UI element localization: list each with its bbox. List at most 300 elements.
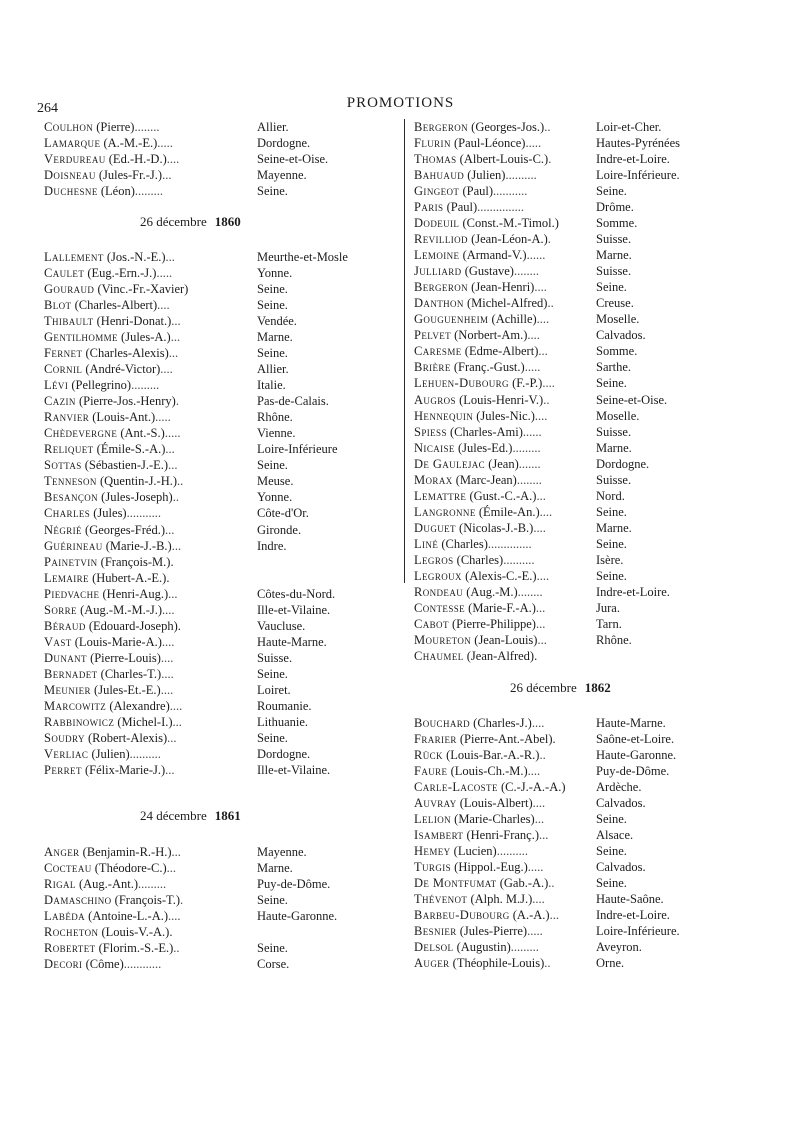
entry-place: Seine. [596, 280, 627, 295]
leader-dots: .... [533, 520, 546, 535]
section-heading-1860 [140, 214, 241, 230]
leader-dots: . [175, 394, 179, 409]
entry-place: Ille-et-Vilaine. [257, 762, 331, 777]
list-item [44, 473, 404, 489]
list-item [44, 409, 404, 425]
surname: Thévenot [414, 892, 468, 907]
entry-place: Pas-de-Calais. [257, 394, 329, 409]
surname: Lamarque [44, 136, 101, 151]
surname: Vast [44, 634, 72, 649]
entry-place: Marne. [596, 248, 632, 263]
list-item [44, 876, 404, 892]
given-names: (Pierre-Philippe) [448, 616, 536, 631]
given-names: (Sébastien-J.-E.) [81, 458, 169, 473]
surname: Ranvier [44, 410, 90, 425]
list-item [414, 167, 774, 183]
list-item [44, 844, 404, 860]
leader-dots: ... [165, 442, 175, 457]
given-names: (Pierre) [93, 120, 135, 134]
list-item [44, 860, 404, 876]
list-item [414, 600, 774, 616]
surname: Frarier [414, 732, 457, 747]
given-names: (Charles-Albert) [71, 298, 158, 313]
entry-place: Rhône. [257, 410, 293, 425]
list-item [44, 441, 404, 457]
given-names: (Ant.-S.) [117, 426, 165, 441]
surname: Chèdevergne [44, 426, 118, 441]
entry-name [44, 183, 163, 199]
entry-name [44, 151, 179, 167]
surname: Rabbinowicz [44, 714, 115, 729]
page-number: 264 [37, 101, 58, 116]
given-names: (Jules-Joseph) [98, 490, 173, 505]
surname: Lévi [44, 378, 69, 393]
given-names: (Charles-Ami) [446, 424, 523, 439]
leader-dots: ... [168, 346, 179, 361]
entry-name [44, 297, 170, 313]
given-names: (Gab.-A.) [496, 876, 549, 891]
entry-place: Moselle. [596, 408, 640, 423]
entry-name [44, 650, 173, 666]
entry-place: Saône-et-Loire. [596, 732, 675, 747]
surname: Guérineau [44, 538, 103, 553]
surname: Besnier [414, 924, 457, 939]
given-names: (Alexis-C.-E.) [461, 568, 537, 583]
entry-place: Italie. [257, 378, 286, 393]
surname: Langronne [414, 504, 476, 519]
leader-dots: ......... [137, 877, 167, 892]
given-names: (Robert-Alexis) [84, 730, 168, 745]
list-item [44, 698, 404, 714]
list-item [44, 892, 404, 908]
entry-name [414, 151, 551, 167]
entry-name [414, 183, 527, 199]
list-item [414, 327, 774, 343]
given-names: (Const.-M.-Timol.) [459, 216, 559, 231]
surname: Thibault [44, 314, 94, 329]
entry-place: Seine. [596, 568, 627, 583]
given-names: (Jules-Nic.) [473, 408, 535, 423]
given-names: (Ed.-H.-D.) [105, 152, 167, 167]
entry-place: Puy-de-Dôme. [596, 764, 670, 779]
entry-name [414, 199, 524, 215]
given-names: (Florim.-S.-E.) [95, 941, 174, 956]
list-item [414, 568, 774, 584]
entry-name [414, 392, 549, 408]
leader-dots: .. [173, 941, 180, 956]
surname: Julliard [414, 264, 462, 279]
given-names: (Charles-T.) [97, 666, 162, 681]
surname: Soudry [44, 730, 85, 745]
surname: Tenneson [44, 474, 97, 489]
surname: Moureton [414, 632, 472, 647]
entry-name [44, 522, 174, 538]
leader-dots: .... [168, 909, 181, 924]
given-names: (Michel-I.) [114, 714, 173, 729]
given-names: (Jules-A.) [117, 330, 171, 345]
list-item [44, 281, 404, 297]
given-names: (Jules-Ed.) [454, 440, 513, 455]
list-item [414, 939, 774, 955]
entry-name [414, 327, 540, 343]
leader-dots: .... [532, 796, 546, 811]
entry-name [414, 536, 532, 552]
leader-dots: .. [172, 490, 179, 505]
leader-dots: .......... [496, 844, 528, 859]
leader-dots: ........ [516, 472, 542, 487]
surname: Hemey [414, 844, 451, 859]
given-names: (Jules-Fr.-J.) [95, 168, 163, 183]
leader-dots: .......... [129, 746, 161, 761]
section-year: 1861 [214, 808, 241, 823]
given-names: (Quentin-J.-H.) [96, 474, 178, 489]
leader-dots: ..... [527, 860, 544, 875]
list-item [44, 762, 404, 778]
entry-place: Creuse. [596, 296, 634, 311]
list-item [414, 648, 774, 664]
list-item [44, 586, 404, 602]
leader-dots: ........ [513, 264, 539, 279]
entry-name [414, 408, 547, 424]
list-item [44, 265, 404, 281]
list-item [44, 538, 404, 554]
leader-dots: ......... [510, 940, 539, 955]
given-names: (Jean) [485, 456, 519, 471]
given-names: (Jules-Et.-E.) [90, 682, 161, 697]
entry-place: Puy-de-Dôme. [257, 877, 331, 892]
entry-name [44, 682, 173, 698]
leader-dots: .... [539, 504, 553, 519]
entry-place: Seine. [596, 504, 627, 519]
leader-dots: ... [536, 488, 546, 503]
list-item [44, 457, 404, 473]
leader-dots: ... [171, 845, 181, 859]
given-names: (Gustave) [461, 264, 514, 279]
list-item [44, 119, 404, 135]
list-item [44, 489, 404, 505]
surname: Rück [414, 748, 443, 763]
given-names: (François-M.). [97, 554, 174, 569]
entry-place: Seine. [257, 458, 288, 473]
given-names: (C.-J.-A.-A.) [497, 780, 566, 795]
given-names: (André-Victor) [82, 362, 161, 377]
surname: Perret [44, 762, 82, 777]
leader-dots: ............ [123, 957, 162, 972]
list-item [414, 231, 774, 247]
list-item [44, 924, 404, 940]
surname: Bahuaud [414, 168, 465, 183]
entry-place: Marne. [596, 440, 632, 455]
surname: Flurin [414, 136, 451, 151]
surname: Lemattre [414, 488, 467, 503]
entry-name [44, 570, 169, 586]
entry-name [414, 955, 551, 971]
given-names: (Émile-An.) [475, 504, 540, 519]
entry-name [44, 457, 177, 473]
given-names: (Pierre-Jos.-Henry) [75, 394, 176, 409]
entry-name [44, 860, 176, 876]
given-names: (Antoine-L.-A.) [85, 909, 169, 924]
surname: Delsol [414, 940, 454, 955]
given-names: (Jules) [90, 506, 127, 521]
leader-dots: .......... [505, 168, 537, 183]
given-names: (A.-M.-E.) [100, 136, 158, 151]
leader-dots: .. [544, 956, 551, 971]
surname: Caulet [44, 266, 85, 281]
leader-dots: .... [534, 280, 547, 295]
entry-name [44, 618, 181, 634]
given-names: (Henri-Franç.) [463, 828, 540, 843]
given-names: (F.-P.) [508, 376, 543, 391]
leader-dots: ... [171, 314, 181, 329]
leader-dots: ......... [134, 184, 163, 199]
entry-place: Haute-Garonne. [596, 748, 677, 763]
surname: Legros [414, 552, 454, 567]
surname: Bergeron [414, 280, 469, 295]
entry-name [44, 425, 180, 441]
list-item [44, 361, 404, 377]
list-item [414, 859, 774, 875]
leader-dots: ... [170, 330, 181, 345]
entry-place: Vendée. [257, 314, 297, 329]
entry-place: Seine. [596, 184, 627, 199]
leader-dots: ......... [512, 440, 541, 455]
list-item [414, 715, 774, 731]
list-item [44, 249, 404, 265]
list-item [414, 263, 774, 279]
entry-place: Seine. [596, 536, 627, 551]
surname: Bouchard [414, 716, 471, 730]
entry-name [414, 343, 548, 359]
surname: Faure [414, 764, 448, 779]
leader-dots: .. [548, 876, 555, 891]
entry-name [44, 489, 179, 505]
leader-dots: ... [539, 828, 549, 843]
surname: Bergeron [414, 120, 469, 134]
entry-place: Mayenne. [257, 168, 307, 183]
entry-name [44, 538, 181, 554]
entry-place: Yonne. [257, 490, 293, 505]
given-names: (Lucien) [450, 844, 497, 859]
given-names: (Émile-S.-A.) [93, 442, 166, 457]
list-item [44, 135, 404, 151]
list-item [44, 522, 404, 538]
leader-dots: ........ [134, 120, 160, 134]
entry-name [414, 215, 559, 231]
entry-place: Roumanie. [257, 698, 312, 713]
given-names: (Norbert-Am.) [451, 328, 528, 343]
entry-name [44, 892, 183, 908]
entry-place: Allier. [257, 120, 289, 134]
surname: Rocheton [44, 925, 99, 940]
leader-dots: .... [160, 650, 174, 665]
leader-dots: ...... [526, 248, 546, 263]
leader-dots: .... [162, 602, 175, 617]
entry-name [44, 924, 172, 940]
entry-name [414, 520, 546, 536]
leader-dots: .... [161, 666, 174, 681]
leader-dots: ..... [524, 360, 541, 375]
given-names: (Charles) [438, 536, 488, 551]
surname: Gentilhomme [44, 330, 118, 345]
section-heading-1862 [510, 680, 611, 696]
entry-name [44, 393, 179, 409]
leader-dots: ... [168, 458, 178, 473]
list-item [414, 151, 774, 167]
list-item [44, 730, 404, 746]
surname: Carle-Lacoste [414, 780, 498, 795]
list-item [414, 456, 774, 472]
entry-place: Sarthe. [596, 360, 632, 375]
entry-place: Côtes-du-Nord. [257, 586, 336, 601]
surname: Augros [414, 392, 456, 407]
entry-place: Indre-et-Loire. [596, 584, 670, 599]
surname: Lelion [414, 812, 452, 827]
surname: Labéda [44, 909, 86, 924]
list-item [414, 424, 774, 440]
entry-name [414, 648, 537, 664]
entry-place: Rhône. [596, 632, 632, 647]
entry-name [44, 167, 171, 183]
list-item [44, 618, 404, 634]
surname: Coulhon [44, 120, 94, 134]
list-item [414, 747, 774, 763]
list-item [414, 343, 774, 359]
surname: De Gaulejac [414, 456, 486, 471]
entry-place: Corse. [257, 957, 290, 972]
surname: Morax [414, 472, 453, 487]
leader-dots: ... [165, 250, 175, 264]
entry-place: Dordogne. [257, 136, 311, 151]
entry-place: Yonne. [257, 266, 293, 281]
list-item [414, 199, 774, 215]
given-names: (A.-A.) [509, 908, 550, 923]
entry-place: Seine. [596, 812, 627, 827]
list-item [414, 279, 774, 295]
given-names: (Jos.-N.-E.) [103, 250, 166, 264]
entry-name [414, 600, 545, 616]
entry-name [44, 377, 159, 393]
list-item [44, 345, 404, 361]
surname: Robertet [44, 941, 96, 956]
entry-place: Gironde. [257, 522, 302, 537]
list-item [44, 666, 404, 682]
leader-dots: ... [537, 632, 547, 647]
entry-name [414, 616, 545, 632]
given-names: (Marie-J.-B.) [102, 538, 172, 553]
leader-dots: ... [171, 538, 182, 553]
entry-place: Calvados. [596, 328, 646, 343]
given-names: (Aug.-M.) [463, 584, 518, 599]
leader-dots: .... [534, 408, 548, 423]
list-item [414, 763, 774, 779]
entry-name [44, 876, 166, 892]
entry-name [44, 956, 161, 972]
list-item [414, 632, 774, 648]
entry-place: Seine. [257, 941, 288, 956]
surname: Auvray [414, 796, 457, 811]
leader-dots: .. [547, 296, 554, 311]
entry-name [414, 731, 556, 747]
given-names: (Paul-Léonce) [450, 136, 526, 151]
entry-name [414, 843, 528, 859]
surname: Legroux [414, 568, 462, 583]
entry-name [44, 714, 182, 730]
given-names: (Albert-Louis-C.) [456, 152, 549, 167]
surname: Liné [414, 536, 439, 551]
surname: Danthon [414, 296, 464, 311]
list-item [44, 329, 404, 345]
surname: Verdureau [44, 152, 106, 167]
entry-name [414, 779, 566, 795]
entry-name [414, 568, 549, 584]
entry-name [44, 505, 161, 521]
leader-dots: ......... [131, 378, 160, 393]
entry-name [44, 313, 181, 329]
given-names: (Théophile-Louis) [449, 956, 545, 971]
given-names: (Julien) [88, 746, 130, 761]
leader-dots: ... [535, 616, 546, 631]
surname: Caresme [414, 344, 462, 359]
list-item [414, 392, 774, 408]
entry-name [414, 907, 559, 923]
surname: De Montfumat [414, 876, 497, 891]
entry-place: Suisse. [596, 232, 632, 247]
entry-name [414, 632, 547, 648]
surname: Cazin [44, 394, 76, 409]
entry-place: Seine. [257, 893, 288, 908]
leader-dots: .. [539, 748, 546, 763]
given-names: (Louis-Ant.) [89, 410, 156, 425]
surname: Marcowitz [44, 698, 107, 713]
given-names: (Franç.-Gust.) [450, 360, 525, 375]
entry-place: Haute-Saône. [596, 892, 664, 907]
leader-dots: . [547, 232, 551, 247]
given-names: (Hubert-A.-E.). [88, 570, 170, 585]
list-item [44, 908, 404, 924]
entry-name [414, 375, 555, 391]
leader-dots: ...... [522, 424, 542, 439]
entry-place: Orne. [596, 956, 625, 971]
list-item [414, 616, 774, 632]
entry-name [414, 827, 548, 843]
entry-name [44, 345, 178, 361]
entry-place: Seine. [257, 666, 288, 681]
list-item [44, 393, 404, 409]
list-item [44, 425, 404, 441]
list-item [44, 505, 404, 521]
leader-dots: ... [549, 908, 559, 923]
entry-name [414, 167, 537, 183]
given-names: (Gust.-C.-A.) [466, 488, 537, 503]
leader-dots: ........ [517, 584, 543, 599]
list-item [44, 313, 404, 329]
entry-place: Suisse. [257, 650, 293, 665]
given-names: (Marc-Jean) [452, 472, 517, 487]
entry-place: Moselle. [596, 312, 640, 327]
list-item [414, 504, 774, 520]
list-item [44, 602, 404, 618]
leader-dots: ..... [164, 426, 181, 441]
list-item [44, 956, 404, 972]
leader-dots: ... [168, 586, 178, 601]
entry-name [414, 295, 554, 311]
leader-dots: .... [161, 634, 175, 649]
entry-place: Vienne. [257, 426, 296, 441]
entry-place: Seine. [257, 184, 288, 199]
entry-place: Haute-Garonne. [257, 909, 338, 924]
entry-name [414, 811, 544, 827]
